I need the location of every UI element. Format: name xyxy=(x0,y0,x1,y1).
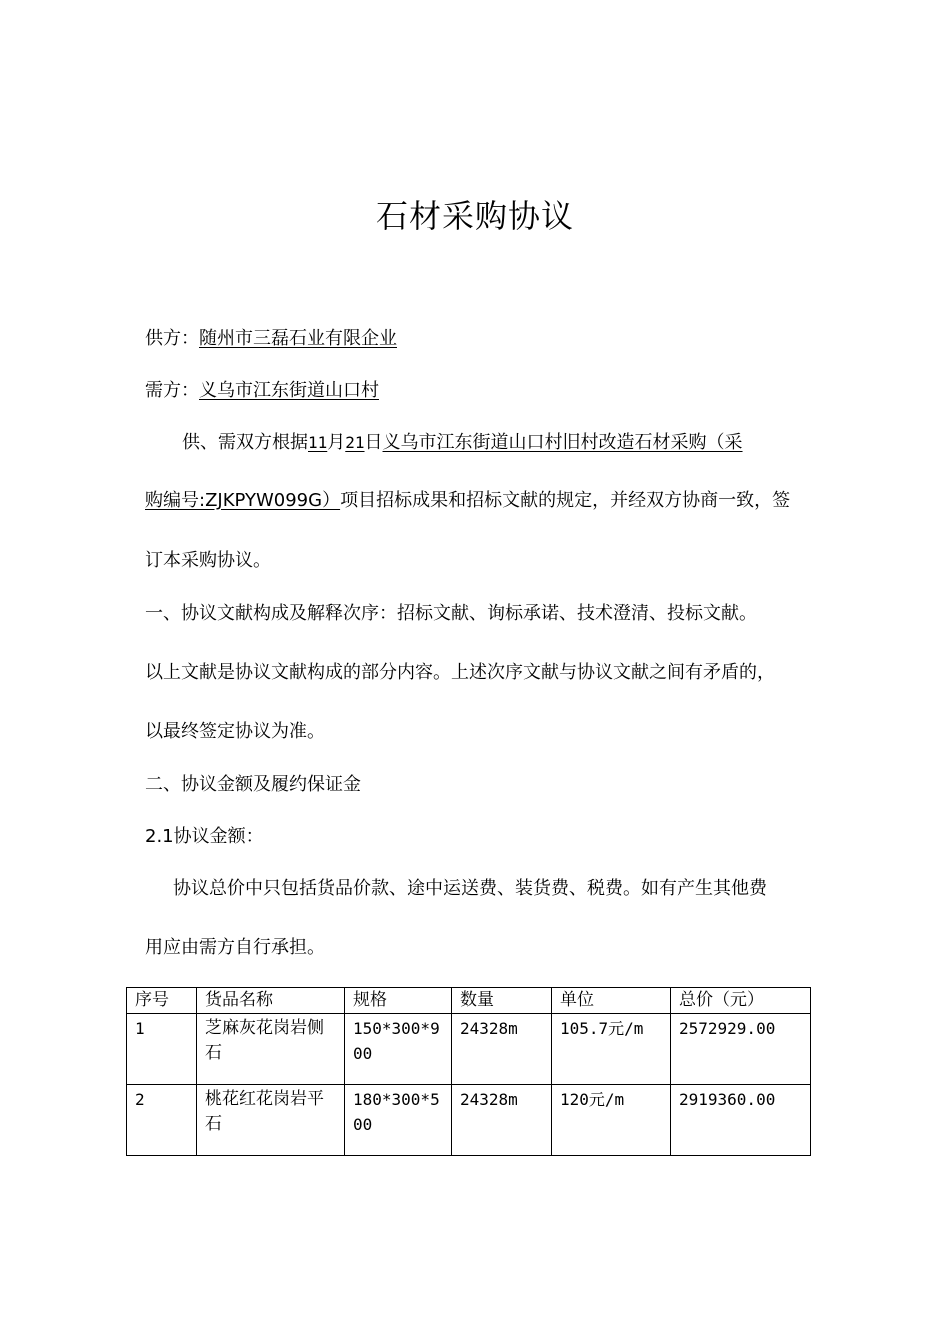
cell-index: 2 xyxy=(127,1085,197,1156)
table-row xyxy=(127,1085,811,1156)
cell-unit: 105.7元/m xyxy=(552,1014,671,1085)
supplier-label: 供方： xyxy=(145,328,199,349)
intro-month: 11 xyxy=(308,433,328,452)
cell-spec: 150*300*900 xyxy=(345,1014,452,1085)
table-header-row xyxy=(127,988,811,1014)
cell-quantity: 24328m xyxy=(452,1085,552,1156)
supplier-name: 随州市三磊石业有限企业 xyxy=(199,328,397,349)
cell-unit: 120元/m xyxy=(552,1085,671,1156)
supplier-line xyxy=(145,326,397,352)
intro-month-unit: 月 xyxy=(327,432,346,453)
table-row xyxy=(127,1014,811,1085)
intro-day: 21 xyxy=(345,433,365,452)
intro-text: 供、需双方根据 xyxy=(182,432,308,453)
cell-total: 2572929.00 xyxy=(671,1014,811,1085)
intro-project: 义乌市江东街道山口村旧村改造石材采购（采 xyxy=(382,432,743,453)
header-product: 货品名称 xyxy=(197,988,345,1014)
header-total: 总价（元） xyxy=(671,988,811,1014)
section-1-line-3: 以最终签定协议为准。 xyxy=(145,721,325,742)
intro-line-1 xyxy=(182,430,743,456)
cell-product: 桃花红花岗岩平石 xyxy=(197,1085,345,1156)
buyer-label: 需方： xyxy=(145,380,199,401)
section-1-line-1: 一、协议文献构成及解释次序：招标文献、询标承诺、技术澄清、投标文献。 xyxy=(145,603,757,624)
section-2-1-heading: 2.1协议金额： xyxy=(145,826,264,847)
intro-line-3: 订本采购协议。 xyxy=(145,550,271,571)
buyer-line xyxy=(145,378,379,404)
intro-day-unit: 日 xyxy=(364,432,383,453)
intro-project-code: 购编号:ZJKPYW099G） xyxy=(145,490,341,511)
cell-index: 1 xyxy=(127,1014,197,1085)
goods-table xyxy=(126,987,811,1156)
header-spec: 规格 xyxy=(345,988,452,1014)
price-paragraph-line-1: 协议总价中只包括货品价款、途中运送费、装货费、税费。如有产生其他费 xyxy=(173,878,767,899)
section-2-heading: 二、协议金额及履约保证金 xyxy=(145,774,361,795)
section-1-line-2: 以上文献是协议文献构成的部分内容。上述次序文献与协议文献之间有矛盾的， xyxy=(145,662,775,683)
header-quantity: 数量 xyxy=(452,988,552,1014)
intro-rest: 项目招标成果和招标文献的规定，并经双方协商一致，签 xyxy=(340,490,791,511)
price-paragraph-line-2: 用应由需方自行承担。 xyxy=(145,937,325,958)
page-title: 石材采购协议 xyxy=(375,197,574,235)
header-index: 序号 xyxy=(127,988,197,1014)
cell-spec: 180*300*500 xyxy=(345,1085,452,1156)
buyer-name: 义乌市江东街道山口村 xyxy=(199,380,379,401)
cell-total: 2919360.00 xyxy=(671,1085,811,1156)
cell-product: 芝麻灰花岗岩侧石 xyxy=(197,1014,345,1085)
intro-line-2 xyxy=(145,488,790,514)
header-unit: 单位 xyxy=(552,988,671,1014)
cell-quantity: 24328m xyxy=(452,1014,552,1085)
